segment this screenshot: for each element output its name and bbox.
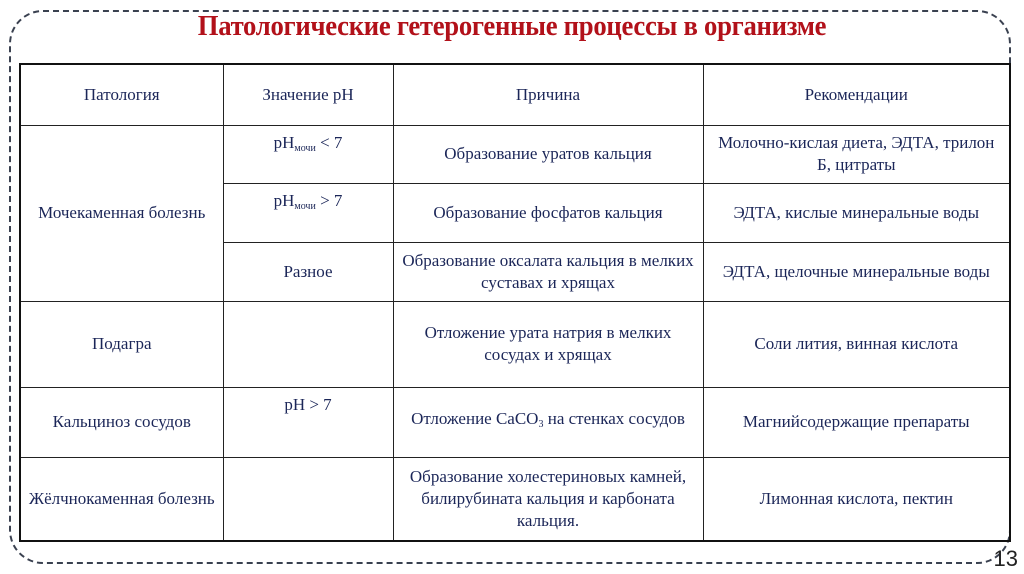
ph-cell: Разное — [223, 242, 393, 301]
cause-cell: Образование уратов кальция — [393, 125, 703, 183]
ph-cell: $pH_{мочи} < 7$ — [223, 125, 393, 183]
pathology-table — [19, 63, 1011, 542]
ph-cell — [223, 301, 393, 387]
recommendation-cell: ЭДТА, щелочные минеральные воды — [703, 242, 1010, 301]
cause-cell: Образование фосфатов кальция — [393, 183, 703, 242]
cause-cell: Образование холестериновых камней, билирубината кальция и карбоната кальция. — [393, 457, 703, 541]
header-ph: Значение pH — [223, 64, 393, 125]
cause-cell: Образование оксалата кальция в мелких суставах и хрящах — [393, 242, 703, 301]
page-number: 13 — [993, 546, 1018, 571]
ph-cell — [223, 457, 393, 541]
pathology-cell: Подагра — [20, 301, 223, 387]
table-header-row — [20, 64, 1010, 125]
header-recommendations: Рекомендации — [703, 64, 1010, 125]
recommendation-cell: Лимонная кислота, пектин — [703, 457, 1010, 541]
header-pathology: Патология — [20, 64, 223, 125]
recommendation-cell: Молочно-кислая диета, ЭДТА, трилон Б, цитраты — [703, 125, 1010, 183]
slide-title: Патологические гетерогенные процессы в организме — [197, 10, 827, 42]
recommendation-cell: Соли лития, винная кислота — [703, 301, 1010, 387]
cause-cell: Отложение урата натрия в мелких сосудах и хрящах — [393, 301, 703, 387]
table-row — [20, 387, 1010, 457]
pathology-cell: Мочекаменная болезнь — [20, 125, 223, 301]
table-row — [20, 457, 1010, 541]
ph-cell: $pH_{мочи} > 7$ — [223, 183, 393, 242]
table-row — [20, 301, 1010, 387]
table-row — [20, 125, 1010, 183]
cause-cell: Отложение CaCO$_3$ на стенках сосудов — [393, 387, 703, 457]
ph-cell: pH > 7 — [223, 387, 393, 457]
pathology-cell: Кальциноз сосудов — [20, 387, 223, 457]
header-cause: Причина — [393, 64, 703, 125]
pathology-cell: Жёлчнокаменная болезнь — [20, 457, 223, 541]
recommendation-cell: Магнийсодержащие препараты — [703, 387, 1010, 457]
recommendation-cell: ЭДТА, кислые минеральные воды — [703, 183, 1010, 242]
